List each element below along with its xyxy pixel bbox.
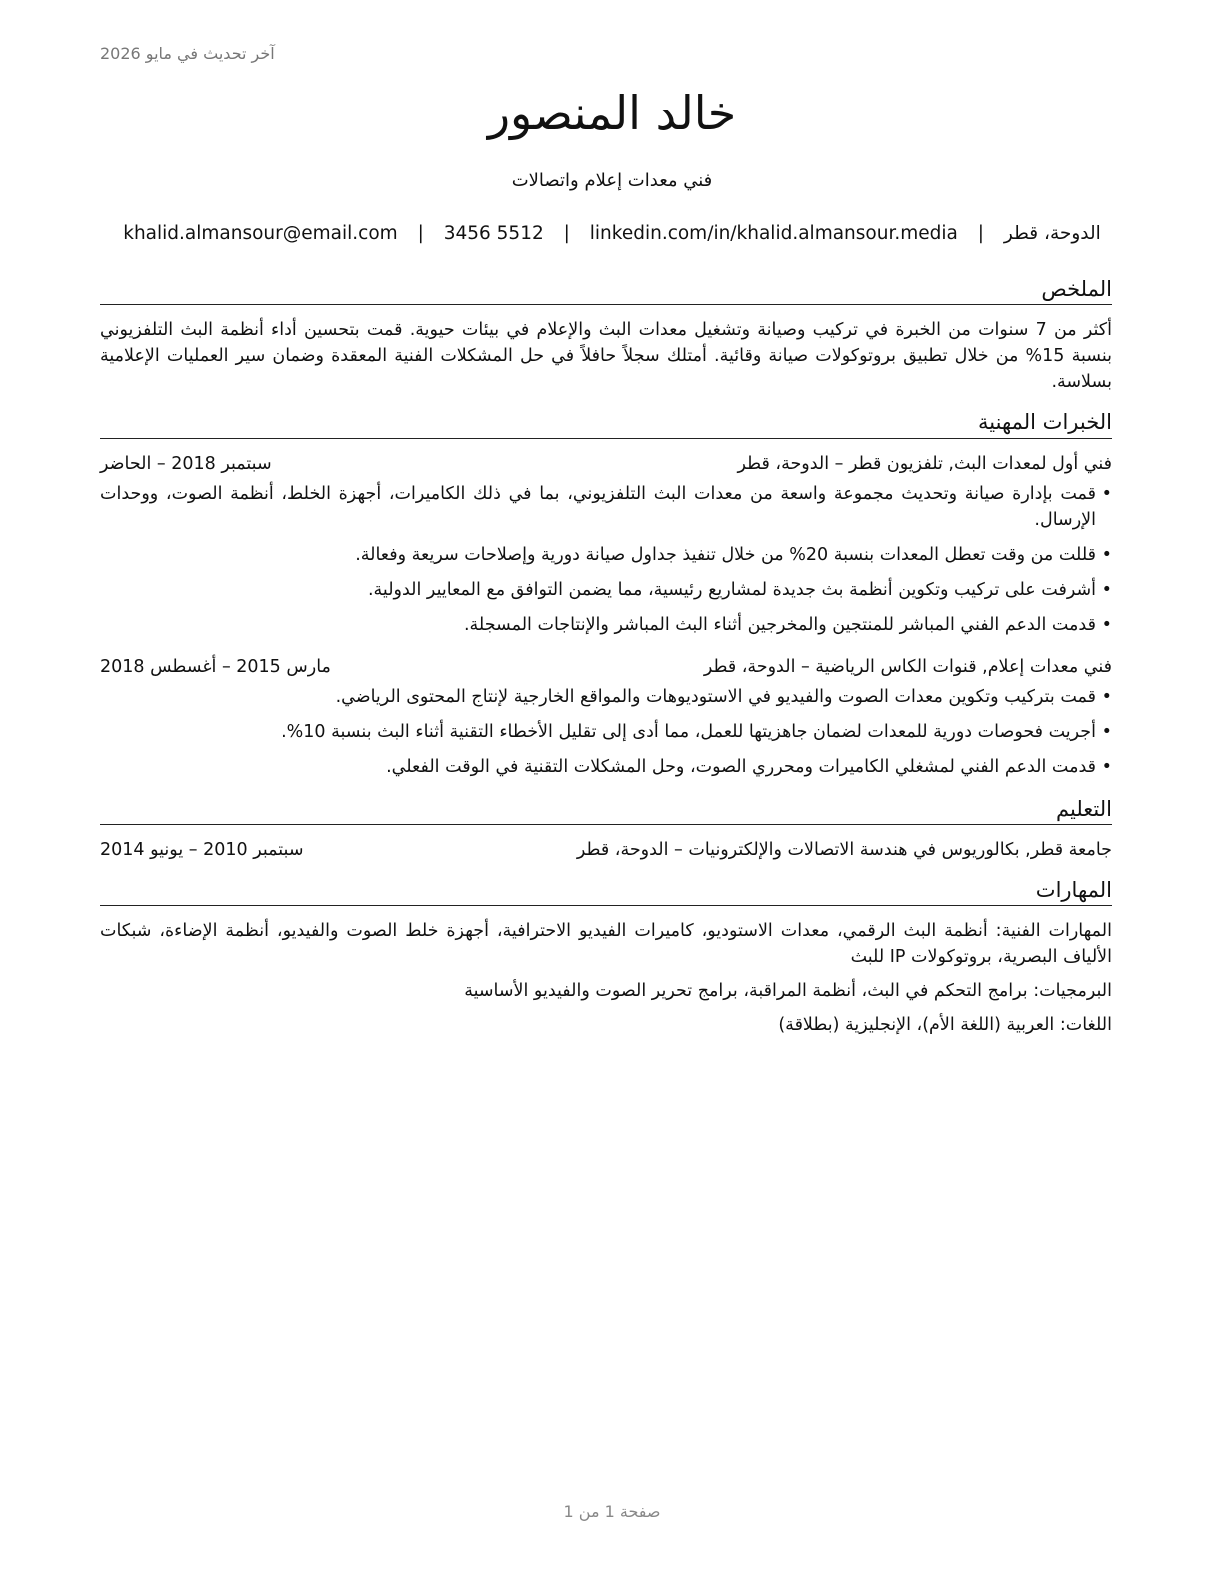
job-bullet: • قدمت الدعم الفني لمشغلي الكاميرات ومحرري الصوت، وحل المشكلات التقنية في الوقت الفعلي. (100, 754, 1112, 780)
education-heading: التعليم (100, 796, 1112, 825)
skills-software: البرمجيات: برامج التحكم في البث، أنظمة المراقبة، برامج تحرير الصوت والفيديو الأساسية (464, 981, 1112, 1002)
job-entry (100, 654, 1112, 780)
job-header (100, 451, 1112, 477)
job-role: فني أول لمعدات البث, تلفزيون قطر – الدوحة، قطر (737, 453, 1112, 474)
last-updated: آخر تحديث في مايو 2026 (100, 44, 275, 63)
education-entry (100, 837, 1112, 863)
job-role: فني معدات إعلام, قنوات الكاس الرياضية – الدوحة، قطر (703, 656, 1112, 677)
job-dates: سبتمبر 2018 – الحاضر (100, 453, 272, 474)
job-bullets (100, 684, 1112, 780)
job-bullet: • قمت بتركيب وتكوين معدات الصوت والفيديو في الاستوديوهات والمواقع الخارجية لإنتاج المحتوى الرياضي. (100, 684, 1112, 710)
summary-text: أكثر من 7 سنوات من الخبرة في تركيب وصيانة وتشغيل معدات البث والإعلام في بيئات حيوية. قمت بتحسين أداء أنظمة البث التلفزيوني بنسبة 15% من خلال تطبيق بروتوكولات صيانة وقائية. أمتلك سجلاً حافلاً في حل المشكلات الفنية المعقدة وضمان سير العمليات الإعلامية بسلاسة. (100, 320, 1112, 393)
education-section (100, 796, 1112, 863)
contact-line (0, 223, 1224, 244)
skills-heading: المهارات (100, 877, 1112, 906)
contact-location: الدوحة، قطر (1003, 223, 1101, 244)
contact-email[interactable]: khalid.almansour@email.com (123, 223, 398, 244)
page-number: صفحة 1 من 1 (563, 1502, 661, 1521)
education-dates: سبتمبر 2010 – يونيو 2014 (100, 839, 304, 860)
contact-linkedin[interactable]: linkedin.com/in/khalid.almansour.media (589, 223, 958, 244)
job-bullet: • قللت من وقت تعطل المعدات بنسبة 20% من خلال تنفيذ جداول صيانة دورية وإصلاحات سريعة وفعالة. (100, 542, 1112, 568)
experience-heading: الخبرات المهنية (100, 409, 1112, 438)
job-bullet: • قدمت الدعم الفني المباشر للمنتجين والمخرجين أثناء البث المباشر والإنتاجات المسجلة. (100, 612, 1112, 638)
job-bullet: • أشرفت على تركيب وتكوين أنظمة بث جديدة لمشاريع رئيسية، مما يضمن التوافق مع المعايير الدولية. (100, 577, 1112, 603)
summary-heading: الملخص (100, 276, 1112, 305)
experience-section (100, 409, 1112, 779)
contact-separator: | (563, 223, 570, 244)
resume-body (100, 276, 1112, 1046)
job-bullet: • قمت بإدارة صيانة وتحديث مجموعة واسعة من معدات البث التلفزيوني، بما في ذلك الكاميرات، أجهزة الخلط، أنظمة الصوت، ووحدات الإرسال. (100, 481, 1112, 533)
summary-section (100, 276, 1112, 395)
contact-phone: 3456 5512 (443, 223, 544, 244)
education-degree: جامعة قطر, بكالوريوس في هندسة الاتصالات والإلكترونيات – الدوحة، قطر (576, 839, 1112, 860)
skills-section (100, 877, 1112, 1038)
job-bullets (100, 481, 1112, 638)
contact-separator: | (417, 223, 424, 244)
contact-separator: | (977, 223, 984, 244)
job-title: فني معدات إعلام واتصالات (511, 170, 713, 191)
job-bullet: • أجريت فحوصات دورية للمعدات لضمان جاهزيتها للعمل، مما أدى إلى تقليل الأخطاء التقنية أثناء البث بنسبة 10%. (100, 719, 1112, 745)
skills-technical: المهارات الفنية: أنظمة البث الرقمي، معدات الاستوديو، كاميرات الفيديو الاحترافية، أجهزة خلط الصوت والفيديو، أنظمة الإضاءة، شبكات الألياف البصرية، بروتوكولات IP للبث (100, 921, 1112, 968)
skills-languages: اللغات: العربية (اللغة الأم)، الإنجليزية (بطلاقة) (778, 1015, 1112, 1036)
job-dates: مارس 2015 – أغسطس 2018 (100, 656, 331, 677)
job-entry (100, 451, 1112, 638)
candidate-name: خالد المنصور (487, 86, 737, 140)
job-header (100, 654, 1112, 680)
